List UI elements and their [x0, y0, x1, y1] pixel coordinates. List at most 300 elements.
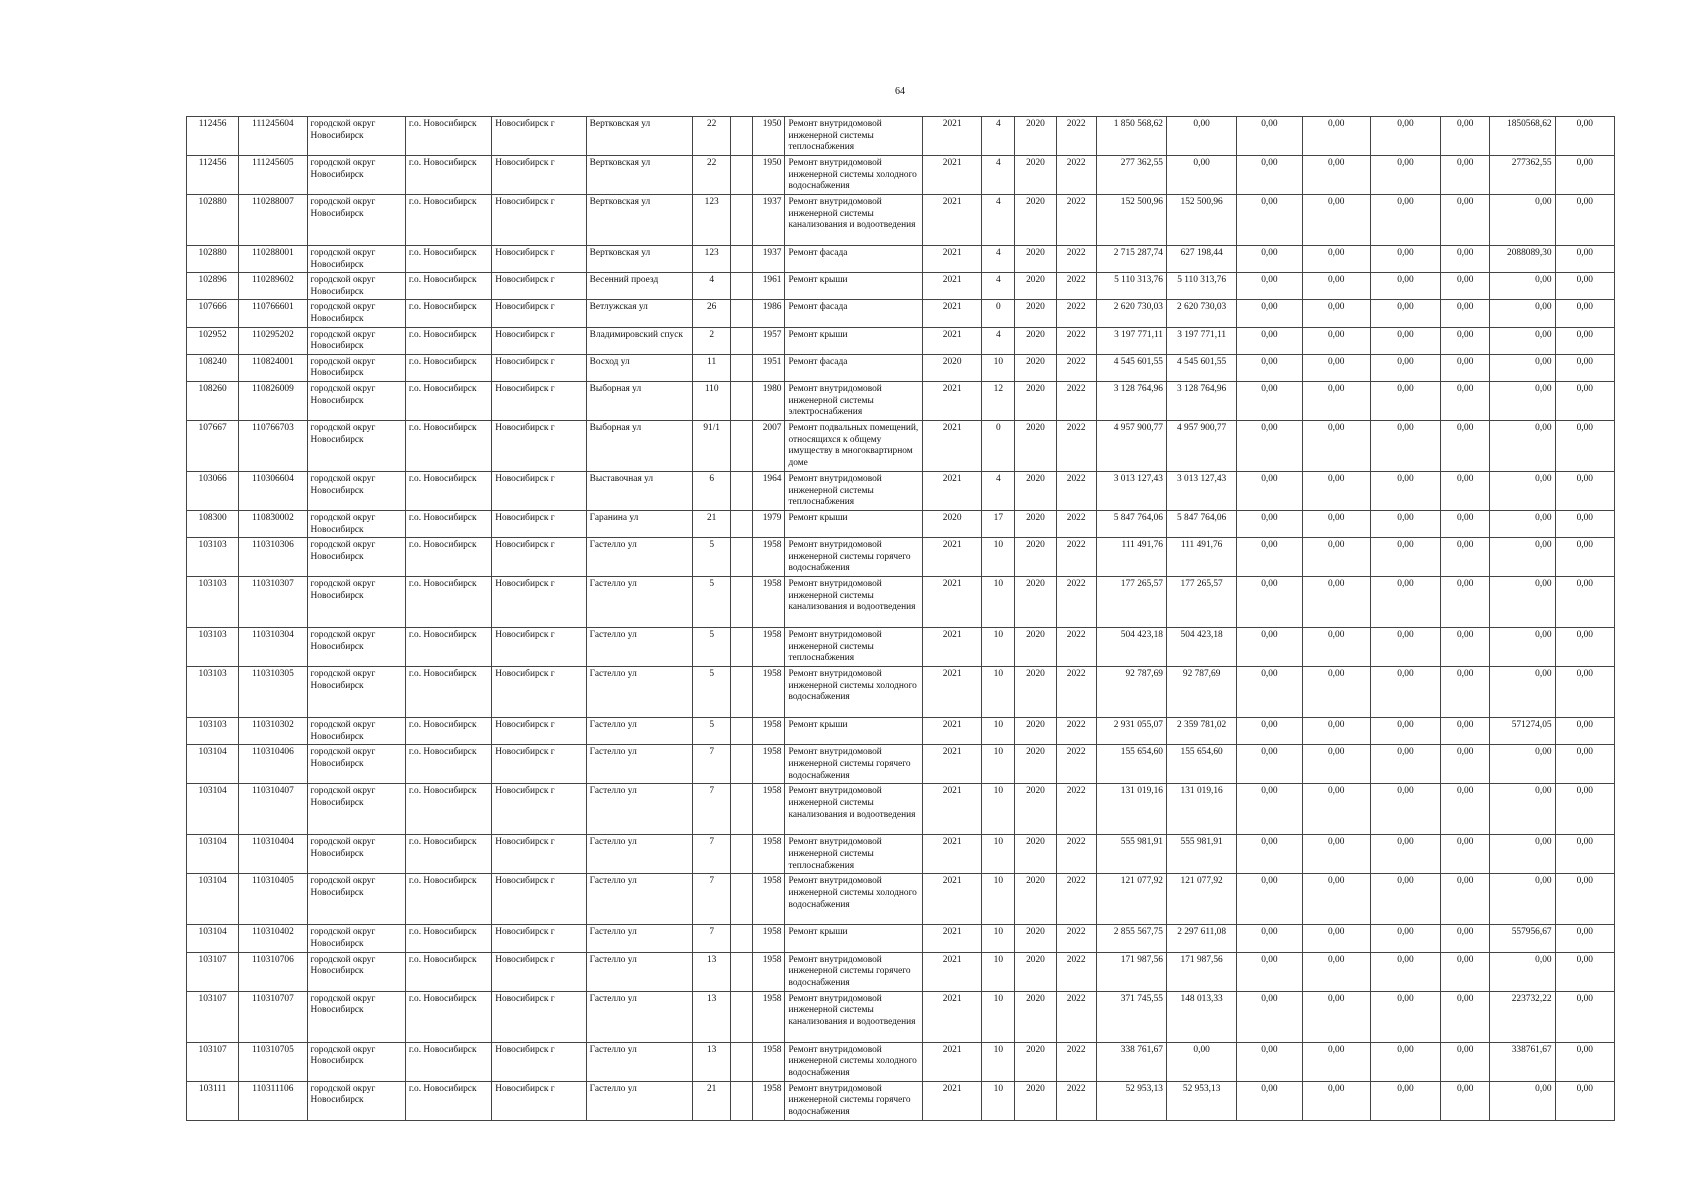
table-cell: 0,00	[1555, 471, 1614, 510]
table-cell: 571274,05	[1490, 718, 1555, 745]
table-cell: 155 654,60	[1096, 745, 1166, 784]
table-cell: городской округ Новосибирск	[307, 195, 405, 246]
table-cell: Ремонт крыши	[785, 718, 923, 745]
table-cell: 0,00	[1490, 354, 1555, 381]
table-cell: Гастелло ул	[586, 1042, 692, 1081]
table-cell: 102896	[187, 273, 239, 300]
table-cell	[731, 835, 753, 874]
table-cell: 0,00	[1237, 925, 1302, 952]
table-cell: 22	[693, 156, 731, 195]
table-cell: 0,00	[1441, 117, 1490, 156]
table-cell: 0,00	[1441, 835, 1490, 874]
table-cell: 10	[982, 577, 1015, 628]
table-cell: 4 957 900,77	[1096, 420, 1166, 471]
table-cell: 0,00	[1302, 381, 1370, 420]
table-cell: Гаранина ул	[586, 510, 692, 537]
table-cell: 2022	[1056, 300, 1096, 327]
table-cell: 1958	[753, 874, 785, 925]
table-cell: Новосибирск г	[492, 835, 586, 874]
table-cell: 371 745,55	[1096, 991, 1166, 1042]
table-cell: 4 545 601,55	[1096, 354, 1166, 381]
table-cell: 2020	[1015, 420, 1056, 471]
table-cell: 6	[693, 471, 731, 510]
table-cell: 103104	[187, 784, 239, 835]
table-cell: 0,00	[1441, 667, 1490, 718]
table-cell: 12	[982, 381, 1015, 420]
table-cell: 121 077,92	[1096, 874, 1166, 925]
table-cell: 2 359 781,02	[1166, 718, 1236, 745]
table-cell	[731, 925, 753, 952]
table-cell: 1979	[753, 510, 785, 537]
table-cell	[731, 628, 753, 667]
table-cell: 0,00	[1555, 874, 1614, 925]
table-cell: 110310705	[239, 1042, 307, 1081]
table-row	[187, 354, 1615, 381]
table-cell: 5	[693, 628, 731, 667]
table-cell: 112456	[187, 117, 239, 156]
table-cell: 0,00	[1370, 835, 1440, 874]
table-cell: 1958	[753, 667, 785, 718]
table-cell: 10	[982, 925, 1015, 952]
table-cell: 0,00	[1490, 628, 1555, 667]
table-cell: 2020	[1015, 745, 1056, 784]
table-cell: Новосибирск г	[492, 925, 586, 952]
table-cell: 0,00	[1237, 784, 1302, 835]
table-cell: 2020	[1015, 327, 1056, 354]
table-cell: 0,00	[1370, 952, 1440, 991]
table-cell: городской округ Новосибирск	[307, 991, 405, 1042]
table-cell: 2020	[1015, 1081, 1056, 1120]
table-cell: городской округ Новосибирск	[307, 246, 405, 273]
table-cell: 103103	[187, 718, 239, 745]
table-cell: 103103	[187, 538, 239, 577]
table-cell: 110310305	[239, 667, 307, 718]
table-cell: 0,00	[1237, 538, 1302, 577]
table-cell: 1980	[753, 381, 785, 420]
table-cell: 0,00	[1555, 925, 1614, 952]
table-cell: 0	[982, 420, 1015, 471]
table-cell: Новосибирск г	[492, 273, 586, 300]
table-cell	[731, 117, 753, 156]
table-cell	[731, 246, 753, 273]
table-cell: 107667	[187, 420, 239, 471]
table-cell: 0,00	[1370, 874, 1440, 925]
table-cell: Новосибирск г	[492, 156, 586, 195]
table-cell: 148 013,33	[1166, 991, 1236, 1042]
table-cell: 110310402	[239, 925, 307, 952]
table-cell: 0,00	[1555, 577, 1614, 628]
table-cell: Ремонт внутридомовой инженерной системы холодного водоснабжения	[785, 874, 923, 925]
table-cell: 110766703	[239, 420, 307, 471]
table-cell: 0,00	[1441, 1042, 1490, 1081]
table-cell: 0,00	[1370, 195, 1440, 246]
table-cell: 2020	[1015, 835, 1056, 874]
table-cell: 1850568,62	[1490, 117, 1555, 156]
table-cell: городской округ Новосибирск	[307, 300, 405, 327]
table-cell: 2021	[923, 246, 982, 273]
table-cell: Ремонт фасада	[785, 246, 923, 273]
table-cell	[731, 991, 753, 1042]
table-row	[187, 952, 1615, 991]
table-cell: Гастелло ул	[586, 1081, 692, 1120]
table-cell: 0,00	[1370, 718, 1440, 745]
table-cell: 0,00	[1302, 577, 1370, 628]
table-cell: 1937	[753, 195, 785, 246]
table-cell: 0,00	[1490, 195, 1555, 246]
table-cell: 2021	[923, 1042, 982, 1081]
table-cell: 7	[693, 745, 731, 784]
table-cell: 0,00	[1370, 577, 1440, 628]
table-cell: городской округ Новосибирск	[307, 952, 405, 991]
table-cell: 0,00	[1302, 925, 1370, 952]
table-cell: 0,00	[1441, 718, 1490, 745]
table-cell: 0,00	[1237, 1042, 1302, 1081]
table-cell: 2021	[923, 667, 982, 718]
table-cell: 152 500,96	[1166, 195, 1236, 246]
table-row	[187, 874, 1615, 925]
table-cell: 0,00	[1490, 300, 1555, 327]
table-cell: 2022	[1056, 510, 1096, 537]
table-cell: Гастелло ул	[586, 874, 692, 925]
table-cell: г.о. Новосибирск	[405, 784, 491, 835]
table-cell: 2020	[1015, 354, 1056, 381]
table-cell: 110824001	[239, 354, 307, 381]
table-cell	[731, 195, 753, 246]
table-cell: 1958	[753, 745, 785, 784]
table-cell: 1958	[753, 538, 785, 577]
table-cell: 10	[982, 874, 1015, 925]
table-cell: 555 981,91	[1166, 835, 1236, 874]
table-cell: Ремонт внутридомовой инженерной системы горячего водоснабжения	[785, 952, 923, 991]
table-cell: 5 847 764,06	[1096, 510, 1166, 537]
table-cell: г.о. Новосибирск	[405, 327, 491, 354]
table-cell: Новосибирск г	[492, 510, 586, 537]
table-row	[187, 381, 1615, 420]
table-cell: Ремонт внутридомовой инженерной системы теплоснабжения	[785, 835, 923, 874]
table-cell: 0,00	[1555, 273, 1614, 300]
table-cell: 4	[982, 273, 1015, 300]
table-cell: 2022	[1056, 381, 1096, 420]
table-cell: 0,00	[1490, 420, 1555, 471]
table-cell: 2022	[1056, 874, 1096, 925]
table-cell: 2021	[923, 156, 982, 195]
table-cell: 10	[982, 354, 1015, 381]
table-row	[187, 745, 1615, 784]
table-cell: 2021	[923, 471, 982, 510]
table-cell: Ремонт внутридомовой инженерной системы канализования и водоотведения	[785, 577, 923, 628]
table-cell: 2021	[923, 420, 982, 471]
table-cell: городской округ Новосибирск	[307, 628, 405, 667]
table-cell: 0,00	[1555, 628, 1614, 667]
table-cell: 2020	[1015, 577, 1056, 628]
table-cell: 0,00	[1555, 300, 1614, 327]
table-cell: 2022	[1056, 718, 1096, 745]
table-cell: 2020	[1015, 538, 1056, 577]
table-cell: 4	[982, 195, 1015, 246]
table-cell: 0,00	[1302, 667, 1370, 718]
table-cell: г.о. Новосибирск	[405, 510, 491, 537]
table-cell: 92 787,69	[1166, 667, 1236, 718]
table-cell: 0,00	[1370, 784, 1440, 835]
table-cell: 2 715 287,74	[1096, 246, 1166, 273]
table-cell: 7	[693, 925, 731, 952]
table-cell	[731, 273, 753, 300]
table-cell: 0,00	[1237, 874, 1302, 925]
table-cell: 2022	[1056, 471, 1096, 510]
table-cell: 13	[693, 991, 731, 1042]
table-cell: 0,00	[1490, 538, 1555, 577]
table-row	[187, 577, 1615, 628]
table-cell: 0,00	[1555, 952, 1614, 991]
table-cell	[731, 667, 753, 718]
table-cell: 555 981,91	[1096, 835, 1166, 874]
table-cell: 0,00	[1302, 327, 1370, 354]
table-cell: 110295202	[239, 327, 307, 354]
table-cell: 2022	[1056, 117, 1096, 156]
table-cell: Новосибирск г	[492, 538, 586, 577]
table-cell: 2020	[923, 510, 982, 537]
table-cell: Гастелло ул	[586, 667, 692, 718]
table-cell: 10	[982, 784, 1015, 835]
table-cell: 0	[982, 300, 1015, 327]
table-cell: 0,00	[1237, 510, 1302, 537]
table-row	[187, 246, 1615, 273]
table-cell: Ремонт фасада	[785, 354, 923, 381]
table-cell: Новосибирск г	[492, 667, 586, 718]
table-cell: г.о. Новосибирск	[405, 538, 491, 577]
table-cell: 0,00	[1166, 117, 1236, 156]
table-cell: Вертковская ул	[586, 156, 692, 195]
table-cell: Новосибирск г	[492, 745, 586, 784]
table-cell: 0,00	[1370, 510, 1440, 537]
table-cell: 0,00	[1302, 784, 1370, 835]
table-cell: 5	[693, 667, 731, 718]
table-cell: 103103	[187, 577, 239, 628]
table-cell: 2021	[923, 273, 982, 300]
table-cell: Выборная ул	[586, 381, 692, 420]
table-cell: 0,00	[1555, 538, 1614, 577]
table-cell	[731, 745, 753, 784]
table-cell: Вертковская ул	[586, 195, 692, 246]
table-cell: 0,00	[1237, 577, 1302, 628]
table-cell: 2020	[1015, 952, 1056, 991]
table-cell: 0,00	[1370, 300, 1440, 327]
table-cell: Ремонт подвальных помещений, относящихся к общему имуществу в многоквартирном доме	[785, 420, 923, 471]
table-cell: 2021	[923, 835, 982, 874]
table-cell: городской округ Новосибирск	[307, 327, 405, 354]
table-cell: 0,00	[1441, 246, 1490, 273]
table-cell: 0,00	[1302, 745, 1370, 784]
table-cell: 2020	[1015, 925, 1056, 952]
table-row	[187, 327, 1615, 354]
table-cell: 1961	[753, 273, 785, 300]
table-cell: 2021	[923, 300, 982, 327]
table-cell: 0,00	[1302, 510, 1370, 537]
table-cell: Ремонт крыши	[785, 273, 923, 300]
table-cell: Новосибирск г	[492, 327, 586, 354]
table-cell: 0,00	[1370, 327, 1440, 354]
table-cell: 10	[982, 628, 1015, 667]
table-cell: 110310407	[239, 784, 307, 835]
table-cell: 0,00	[1490, 327, 1555, 354]
table-cell: городской округ Новосибирск	[307, 510, 405, 537]
table-cell: Ремонт крыши	[785, 327, 923, 354]
table-cell: Ремонт внутридомовой инженерной системы электроснабжения	[785, 381, 923, 420]
table-cell: 0,00	[1237, 952, 1302, 991]
table-cell: 1958	[753, 718, 785, 745]
table-cell: 557956,67	[1490, 925, 1555, 952]
table-cell: 103103	[187, 667, 239, 718]
table-cell: г.о. Новосибирск	[405, 420, 491, 471]
table-row	[187, 925, 1615, 952]
table-cell: 3 013 127,43	[1166, 471, 1236, 510]
table-cell: 103104	[187, 925, 239, 952]
table-cell: 7	[693, 784, 731, 835]
table-cell: городской округ Новосибирск	[307, 874, 405, 925]
table-cell: 4	[982, 246, 1015, 273]
table-cell: Гастелло ул	[586, 628, 692, 667]
table-cell: 0,00	[1237, 195, 1302, 246]
table-cell: 0,00	[1370, 381, 1440, 420]
table-cell: 2021	[923, 327, 982, 354]
table-row	[187, 195, 1615, 246]
table-cell	[731, 300, 753, 327]
table-cell: 0,00	[1490, 784, 1555, 835]
table-cell: 110310406	[239, 745, 307, 784]
table-cell: 110826009	[239, 381, 307, 420]
table-cell: Гастелло ул	[586, 991, 692, 1042]
table-row	[187, 273, 1615, 300]
table-cell: 0,00	[1302, 538, 1370, 577]
table-cell: 0,00	[1490, 835, 1555, 874]
table-cell: 2021	[923, 1081, 982, 1120]
table-cell: 108300	[187, 510, 239, 537]
table-cell: 2021	[923, 381, 982, 420]
table-cell	[731, 156, 753, 195]
table-cell: 223732,22	[1490, 991, 1555, 1042]
table-cell: 0,00	[1370, 925, 1440, 952]
table-cell	[731, 327, 753, 354]
table-cell: 2020	[1015, 1042, 1056, 1081]
table-cell: 2 931 055,07	[1096, 718, 1166, 745]
table-cell: Ремонт внутридомовой инженерной системы канализования и водоотведения	[785, 784, 923, 835]
table-cell: 4	[982, 117, 1015, 156]
table-cell: 0,00	[1370, 117, 1440, 156]
table-cell: 4	[982, 471, 1015, 510]
table-cell: Восход ул	[586, 354, 692, 381]
table-cell: Ремонт внутридомовой инженерной системы холодного водоснабжения	[785, 156, 923, 195]
table-cell: 2020	[1015, 718, 1056, 745]
table-cell: 103103	[187, 628, 239, 667]
table-cell: 2021	[923, 991, 982, 1042]
table-cell: 0,00	[1302, 156, 1370, 195]
table-cell: 0,00	[1302, 300, 1370, 327]
table-cell: Ремонт крыши	[785, 925, 923, 952]
table-cell: 0,00	[1555, 667, 1614, 718]
table-cell: Новосибирск г	[492, 195, 586, 246]
table-cell: 1958	[753, 952, 785, 991]
table-cell: Новосибирск г	[492, 1042, 586, 1081]
table-cell: 110310302	[239, 718, 307, 745]
table-cell: Ремонт внутридомовой инженерной системы холодного водоснабжения	[785, 1042, 923, 1081]
table-cell: 0,00	[1370, 156, 1440, 195]
table-cell: Ремонт внутридомовой инженерной системы теплоснабжения	[785, 471, 923, 510]
table-cell: 0,00	[1237, 300, 1302, 327]
table-cell: 7	[693, 835, 731, 874]
table-row	[187, 510, 1615, 537]
table-cell: 0,00	[1441, 327, 1490, 354]
table-cell: г.о. Новосибирск	[405, 577, 491, 628]
table-cell: г.о. Новосибирск	[405, 718, 491, 745]
table-cell: 0,00	[1302, 195, 1370, 246]
table-cell: 7	[693, 874, 731, 925]
table-cell	[731, 1042, 753, 1081]
table-cell: Выборная ул	[586, 420, 692, 471]
table-cell: 131 019,16	[1096, 784, 1166, 835]
table-cell: 2022	[1056, 273, 1096, 300]
table-cell: 0,00	[1555, 354, 1614, 381]
table-cell	[731, 471, 753, 510]
table-cell: 2022	[1056, 420, 1096, 471]
table-cell: 0,00	[1555, 784, 1614, 835]
table-cell: 2022	[1056, 246, 1096, 273]
table-cell: Новосибирск г	[492, 577, 586, 628]
table-cell: 2022	[1056, 784, 1096, 835]
table-cell: 0,00	[1302, 835, 1370, 874]
table-cell: 0,00	[1490, 745, 1555, 784]
table-row	[187, 784, 1615, 835]
table-cell: 91/1	[693, 420, 731, 471]
table-cell: г.о. Новосибирск	[405, 300, 491, 327]
table-cell: 5	[693, 577, 731, 628]
table-cell: 0,00	[1441, 510, 1490, 537]
table-cell: 10	[982, 538, 1015, 577]
table-cell: Ремонт фасада	[785, 300, 923, 327]
table-cell: 5 110 313,76	[1096, 273, 1166, 300]
table-cell: городской округ Новосибирск	[307, 273, 405, 300]
table-cell: 0,00	[1441, 784, 1490, 835]
table-cell: 2	[693, 327, 731, 354]
table-cell: Ремонт внутридомовой инженерной системы канализования и водоотведения	[785, 195, 923, 246]
table-cell: г.о. Новосибирск	[405, 952, 491, 991]
table-cell: 0,00	[1237, 991, 1302, 1042]
table-cell: 0,00	[1490, 577, 1555, 628]
table-cell: 2020	[923, 354, 982, 381]
table-cell: 0,00	[1302, 117, 1370, 156]
table-cell: 177 265,57	[1096, 577, 1166, 628]
table-cell	[731, 718, 753, 745]
table-cell: Новосибирск г	[492, 420, 586, 471]
table-cell: 0,00	[1166, 1042, 1236, 1081]
table-cell: 0,00	[1237, 273, 1302, 300]
table-cell: Ремонт внутридомовой инженерной системы горячего водоснабжения	[785, 1081, 923, 1120]
table-cell	[731, 420, 753, 471]
table-cell	[731, 510, 753, 537]
table-cell: 0,00	[1555, 156, 1614, 195]
table-cell: 2020	[1015, 156, 1056, 195]
table-cell: Вертковская ул	[586, 246, 692, 273]
table-cell: г.о. Новосибирск	[405, 925, 491, 952]
table-cell: 0,00	[1370, 538, 1440, 577]
table-cell: 0,00	[1237, 156, 1302, 195]
table-cell: городской округ Новосибирск	[307, 745, 405, 784]
table-cell: 2022	[1056, 835, 1096, 874]
table-cell: 1950	[753, 156, 785, 195]
table-cell: 0,00	[1555, 1042, 1614, 1081]
table-cell: Новосибирск г	[492, 471, 586, 510]
table-cell: 2088089,30	[1490, 246, 1555, 273]
table-row	[187, 835, 1615, 874]
